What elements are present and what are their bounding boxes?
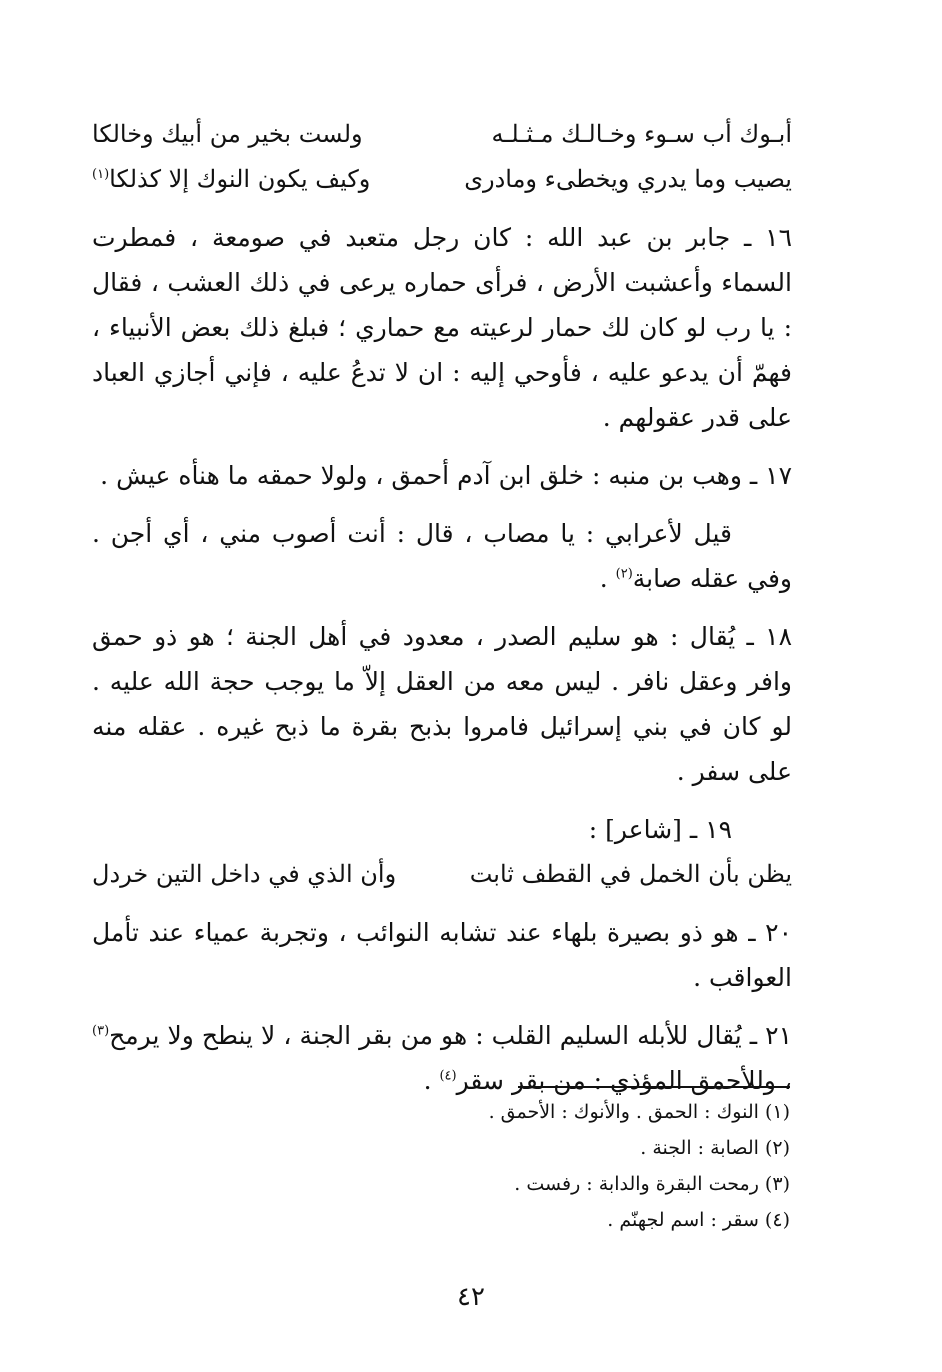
entry-20: ٢٠ ـ هو ذو بصيرة بلهاء عند تشابه النوائب ، وتجربة عمياء عند تأمل العواقب . xyxy=(92,918,792,992)
footnote-ref-4[interactable]: (٤) xyxy=(439,1068,457,1084)
poem-line-1-first-hemistich: أبـوك أب سـوء وخـالـك مـثـلـه xyxy=(491,120,792,148)
poem-line-1 xyxy=(92,112,792,157)
footnote-3: (٣) رمحت البقرة والدابة : رفست . xyxy=(514,1173,790,1195)
footnote-4: (٤) سقر : اسم لجهنّم . xyxy=(607,1209,790,1231)
footnote-1: (١) النوك : الحمق . والأنوك : الأحمق . xyxy=(488,1101,790,1123)
entry-21-part-1: ٢١ ـ يُقال للأبله السليم القلب : هو من بقر الجنة ، لا ينطح ولا يرمح xyxy=(109,1021,792,1050)
poem-line-2-second-hemistich xyxy=(92,157,370,202)
entry-bedouin-text: قيل لأعرابي : يا مصاب ، قال : أنت أصوب مني ، أي أجن . وفي عقله صابة xyxy=(92,519,792,593)
poem-line-1-second-hemistich: ولست بخير من أبيك وخالكا xyxy=(92,120,363,148)
footnotes xyxy=(300,1094,790,1238)
entry-16: ١٦ ـ جابر بن عبد الله : كان رجل متعبد في صومعة ، فمطرت السماء وأعشبت الأرض ، فرأى حماره يرعى في ذلك العشب ، فقال : يا رب لو كان لك حمار لرعيته مع حماري ؛ فبلغ ذلك بعض الأنبياء ، فهمّ أن يدعو عليه ، فأوحي إليه : ان لا تدعُ عليه ، فإني أجازي العباد على قدر عقولهم . xyxy=(92,223,792,432)
page-number: ٤٢ xyxy=(457,1282,485,1312)
entry-bedouin xyxy=(92,511,792,601)
entry-21-part-2: ، وللأحمق المؤذي : من بقر سقر xyxy=(456,1066,792,1095)
poem-line-2 xyxy=(92,157,792,202)
poem-line-2-first-hemistich: يصيب وما يدري ويخطىء ومادرى xyxy=(464,165,792,193)
footnote-2: (٢) الصابة : الجنة . xyxy=(640,1137,790,1159)
entry-21-tail: . xyxy=(423,1066,440,1095)
main-text xyxy=(92,112,792,1103)
entry-18: ١٨ ـ يُقال : هو سليم الصدر ، معدود في أهل الجنة ؛ هو ذو حمق وافر وعقل نافر . ليس معه من العقل إلاّ ما يوجب حجة الله عليه . لو كان في بني إسرائيل فامروا بذبح بقرة ما ذبح غيره . عقله منه على سفر . xyxy=(92,622,792,786)
entry-19-header: ١٩ ـ [شاعر] : xyxy=(588,815,732,844)
poem-line-2-second-text: وكيف يكون النوك إلا كذلكا xyxy=(109,165,371,193)
footnote-ref-2[interactable]: (٢) xyxy=(615,566,633,582)
entry-21 xyxy=(92,1013,792,1103)
entry-19-first-hemistich: يظن بأن الخمل في القطف ثابت xyxy=(469,860,792,888)
footnote-ref-3[interactable]: (٣) xyxy=(92,1023,110,1039)
footnote-divider xyxy=(518,1086,790,1088)
entry-bedouin-tail: . xyxy=(599,564,616,593)
entry-19-second-hemistich: وأن الذي في داخل التين خردل xyxy=(92,860,397,888)
entry-17: ١٧ ـ وهب بن منبه : خلق ابن آدم أحمق ، ولولا حمقه ما هنأه عيش . xyxy=(100,461,792,490)
entry-19-verse xyxy=(92,852,792,897)
footnote-ref-1[interactable]: (١) xyxy=(92,167,110,182)
